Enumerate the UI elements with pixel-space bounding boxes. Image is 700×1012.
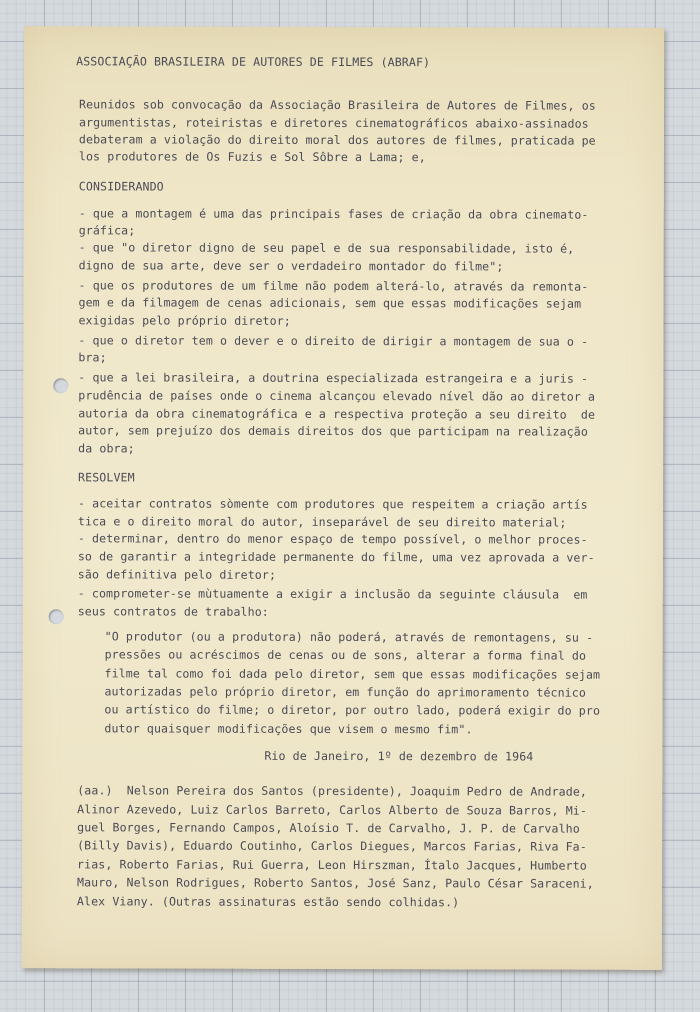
signature-line: Alinor Azevedo, Luiz Carlos Barreto, Carlos Alberto de Souza Barros, Mi- [77, 802, 587, 818]
considerando-line: prudência de países onde o cinema alcançou elevado nível dão ao diretor a [78, 388, 596, 404]
clause-line: autorizadas pelo próprio diretor, em função do aprimoramento técnico [104, 684, 586, 700]
considerando-line: - que a montagem é uma das principais fases de criação da obra cinemato- [78, 206, 589, 222]
considerando-line: digno de sua arte, deve ser o verdadeiro montador do filme"; [78, 258, 504, 274]
clause-line: "O produtor (ou a produtora) não poderá, através de remontagens, su - [104, 629, 594, 645]
considerando-line: exigidas pelo próprio diretor; [78, 313, 291, 328]
document-heading: ASSOCIAÇÃO BRASILEIRA DE AUTORES DE FILMES (ABRAF) [76, 54, 431, 70]
considerando-line: - que a lei brasileira, a doutrina especializada estrangeira e a juris - [78, 370, 589, 386]
considerando-line: da obra; [78, 441, 135, 456]
intro-line: los produtores de Os Fuzis e Sol Sôbre a Lama; e, [78, 149, 426, 165]
considerando-line: autoria da obra cinematográfica e a respectiva proteção a seu direito de [78, 406, 596, 422]
document-body [24, 26, 664, 910]
considerando-line: - que "o diretor digno de seu papel e de sua responsabilidade, isto é, [78, 240, 575, 256]
clause-line: dutor quaisquer modificações que visem o mesmo fim". [104, 721, 473, 737]
resolvem-line: seus contratos de trabalho: [77, 604, 269, 619]
resolvem-line: - aceitar contratos sòmente com produtores que respeitem a criação artís [77, 496, 588, 512]
signature-line: guel Borges, Fernando Campos, Aloísio T. de Carvalho, J. P. de Carvalho [77, 820, 580, 836]
intro-line: Reunidos sob convocação da Associação Brasileira de Autores de Filmes, os [79, 97, 596, 113]
signature-line: Mauro, Nelson Rodrigues, Roberto Santos, José Sanz, Paulo César Saraceni, [76, 875, 594, 891]
clause-line: ou artístico do filme; o diretor, por outro lado, poderá exigir do pro [104, 702, 601, 718]
intro-line: debateram a violação do direito moral dos autores de filmes, praticada pe [78, 132, 596, 148]
signature-line: (aa.) Nelson Pereira dos Santos (presidente), Joaquim Pedro de Andrade, [77, 783, 588, 799]
resolvem-line: tica e o direito moral do autor, inseparável de seu direito material; [77, 514, 567, 530]
date-line: Rio de Janeiro, 1º de dezembro de 1964 [264, 748, 534, 764]
considerando-line: autor, sem prejuízo dos demais direitos dos que participam na realização [78, 423, 588, 439]
resolvem-line: so de garantir a integridade permanente do filme, uma vez aprovada a ver- [77, 549, 595, 565]
typed-document-page [22, 26, 664, 970]
resolvem-label: RESOLVEM [78, 470, 135, 485]
signature-line: rias, Roberto Farias, Rui Guerra, Leon Hirszman, Ítalo Jacques, Humberto [77, 857, 587, 873]
resolvem-line: - comprometer-se mùtuamente a exigir a inclusão da seguinte cláusula em [77, 586, 588, 602]
clause-line: filme tal como foi dada pelo diretor, sem que essas modificações sejam [104, 666, 601, 682]
intro-line: argumentistas, roteiristas e diretores cinematográficos abaixo-assinados [78, 115, 589, 131]
clause-line: pressões ou acréscimos de cenas ou de sons, alterar a forma final do [104, 647, 587, 663]
considerando-line: - que o diretor tem o dever e o direito de dirigir a montagem de sua o - [78, 333, 589, 349]
considerando-line: gráfica; [78, 223, 136, 238]
punch-hole [53, 378, 68, 393]
resolvem-line: - determinar, dentro do menor espaço de tempo possível, o melhor proces- [77, 531, 588, 547]
considerando-line: - que os produtores de um filme não podem alterá-lo, através da remonta- [78, 278, 589, 294]
punch-hole [49, 609, 64, 624]
considerando-label: CONSIDERANDO [78, 179, 164, 194]
signature-line: (Billy Davis), Eduardo Coutinho, Carlos Diegues, Marcos Farias, Riva Fa- [77, 838, 587, 854]
considerando-line: gem e da filmagem de cenas adicionais, sem que essas modificações sejam [78, 295, 582, 311]
signature-line: Alex Viany. (Outras assinaturas estão sendo colhidas.) [76, 894, 460, 910]
resolvem-line: são definitiva pelo diretor; [77, 567, 277, 582]
considerando-line: bra; [78, 350, 107, 365]
